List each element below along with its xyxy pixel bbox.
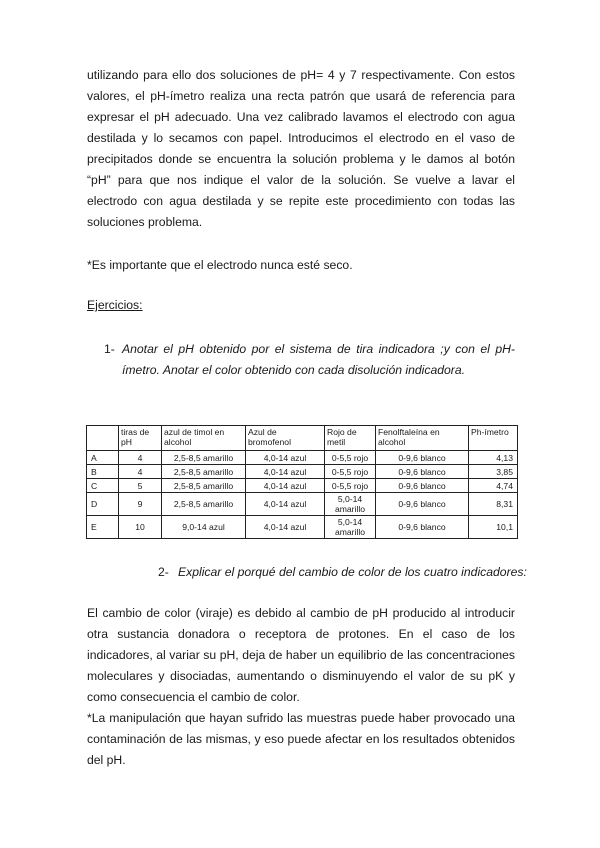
table-header-cell: tiras de pH bbox=[119, 426, 162, 451]
intro-paragraph: utilizando para ello dos soluciones de pH= 4 y 7 respectivamente. Con estos valores, el pH-ímetro realiza una recta patrón que usará de referencia para expresar el pH adecuado. Una vez calibrado lavamos el electrodo con agua destilada y lo secamos con papel. Introducimos el electrodo en el vaso de precipitados donde se encuentra la solución problema y le damos al botón “pH” para que nos indique el valor de la solución. Se vuelve a lavar el electrodo con agua destilada y se repite este procedimiento con todas las soluciones problema. bbox=[87, 68, 515, 229]
table-row bbox=[87, 493, 518, 516]
table-cell: D bbox=[87, 493, 119, 516]
table-cell: A bbox=[87, 451, 119, 465]
table-row bbox=[87, 479, 518, 493]
table-cell: 0-5,5 rojo bbox=[325, 451, 376, 465]
table-header-cell: Azul de bromofenol bbox=[246, 426, 325, 451]
table-cell: 2,5-8,5 amarillo bbox=[162, 493, 246, 516]
table-cell: 4,0-14 azul bbox=[246, 451, 325, 465]
electrode-note: *Es importante que el electrodo nunca esté seco. bbox=[87, 258, 353, 272]
table-header-cell: Fenolftaleína en alcohol bbox=[376, 426, 469, 451]
table-cell: 0-9,6 blanco bbox=[376, 493, 469, 516]
table-cell: 4,0-14 azul bbox=[246, 516, 325, 539]
table-header-cell: Rojo de metil bbox=[325, 426, 376, 451]
task-1-text: Anotar el pH obtenido por el sistema de tira indicadora ;y con el pH-ímetro. Anotar el color obtenido con cada disolución indicadora. bbox=[122, 342, 515, 377]
table-header-row bbox=[87, 426, 518, 451]
task-2-number: 2- bbox=[158, 565, 169, 579]
table-cell: 8,31 bbox=[469, 493, 518, 516]
table-cell: 0-9,6 blanco bbox=[376, 516, 469, 539]
table-cell: 5,0-14 amarillo bbox=[325, 516, 376, 539]
table-cell: 9,0-14 azul bbox=[162, 516, 246, 539]
table-cell: 4,13 bbox=[469, 451, 518, 465]
table-cell: 0-5,5 rojo bbox=[325, 465, 376, 479]
table-row bbox=[87, 465, 518, 479]
table-cell: B bbox=[87, 465, 119, 479]
table-cell: E bbox=[87, 516, 119, 539]
table-cell: 5,0-14 amarillo bbox=[325, 493, 376, 516]
table-cell: 10,1 bbox=[469, 516, 518, 539]
table-cell: 2,5-8,5 amarillo bbox=[162, 479, 246, 493]
table-cell: 4,0-14 azul bbox=[246, 465, 325, 479]
table-cell: 5 bbox=[119, 479, 162, 493]
answer-block bbox=[87, 603, 515, 771]
table-cell: 2,5-8,5 amarillo bbox=[162, 465, 246, 479]
table-cell: 4,74 bbox=[469, 479, 518, 493]
table-cell: 4 bbox=[119, 465, 162, 479]
results-table bbox=[86, 425, 518, 539]
table-cell: 0-5,5 rojo bbox=[325, 479, 376, 493]
table-row bbox=[87, 516, 518, 539]
table-cell: C bbox=[87, 479, 119, 493]
answer-paragraph: El cambio de color (viraje) es debido al cambio de pH producido al introducir otra sustancia donadora o receptora de protones. En el caso de los indicadores, al variar su pH, deja de haber un equilibrio de las concentraciones moleculares y disociadas, aumentando o disminuyendo el valor de su pK y como consecuencia el cambio de color. bbox=[87, 606, 515, 704]
table-row bbox=[87, 451, 518, 465]
task-1 bbox=[104, 339, 515, 381]
table-cell: 3,85 bbox=[469, 465, 518, 479]
table-cell: 0-9,6 blanco bbox=[376, 465, 469, 479]
table-header-cell: Ph-ímetro bbox=[469, 426, 518, 451]
table-cell: 4,0-14 azul bbox=[246, 493, 325, 516]
task-2-text: Explicar el porqué del cambio de color de los cuatro indicadores: bbox=[178, 565, 527, 579]
task-1-number: 1- bbox=[104, 342, 115, 356]
exercises-heading: Ejercicios: bbox=[87, 298, 143, 312]
table-cell: 10 bbox=[119, 516, 162, 539]
table-cell: 0-9,6 blanco bbox=[376, 479, 469, 493]
table-cell: 4 bbox=[119, 451, 162, 465]
table-cell: 4,0-14 azul bbox=[246, 479, 325, 493]
task-2 bbox=[158, 562, 538, 583]
answer-note: *La manipulación que hayan sufrido las muestras puede haber provocado una contaminación de las mismas, y eso puede afectar en los resultados obtenidos del pH. bbox=[87, 711, 515, 767]
table-cell: 0-9,6 blanco bbox=[376, 451, 469, 465]
table-cell: 9 bbox=[119, 493, 162, 516]
table-header-cell: azul de timol en alcohol bbox=[162, 426, 246, 451]
table-header-cell bbox=[87, 426, 119, 451]
table-cell: 2,5-8,5 amarillo bbox=[162, 451, 246, 465]
